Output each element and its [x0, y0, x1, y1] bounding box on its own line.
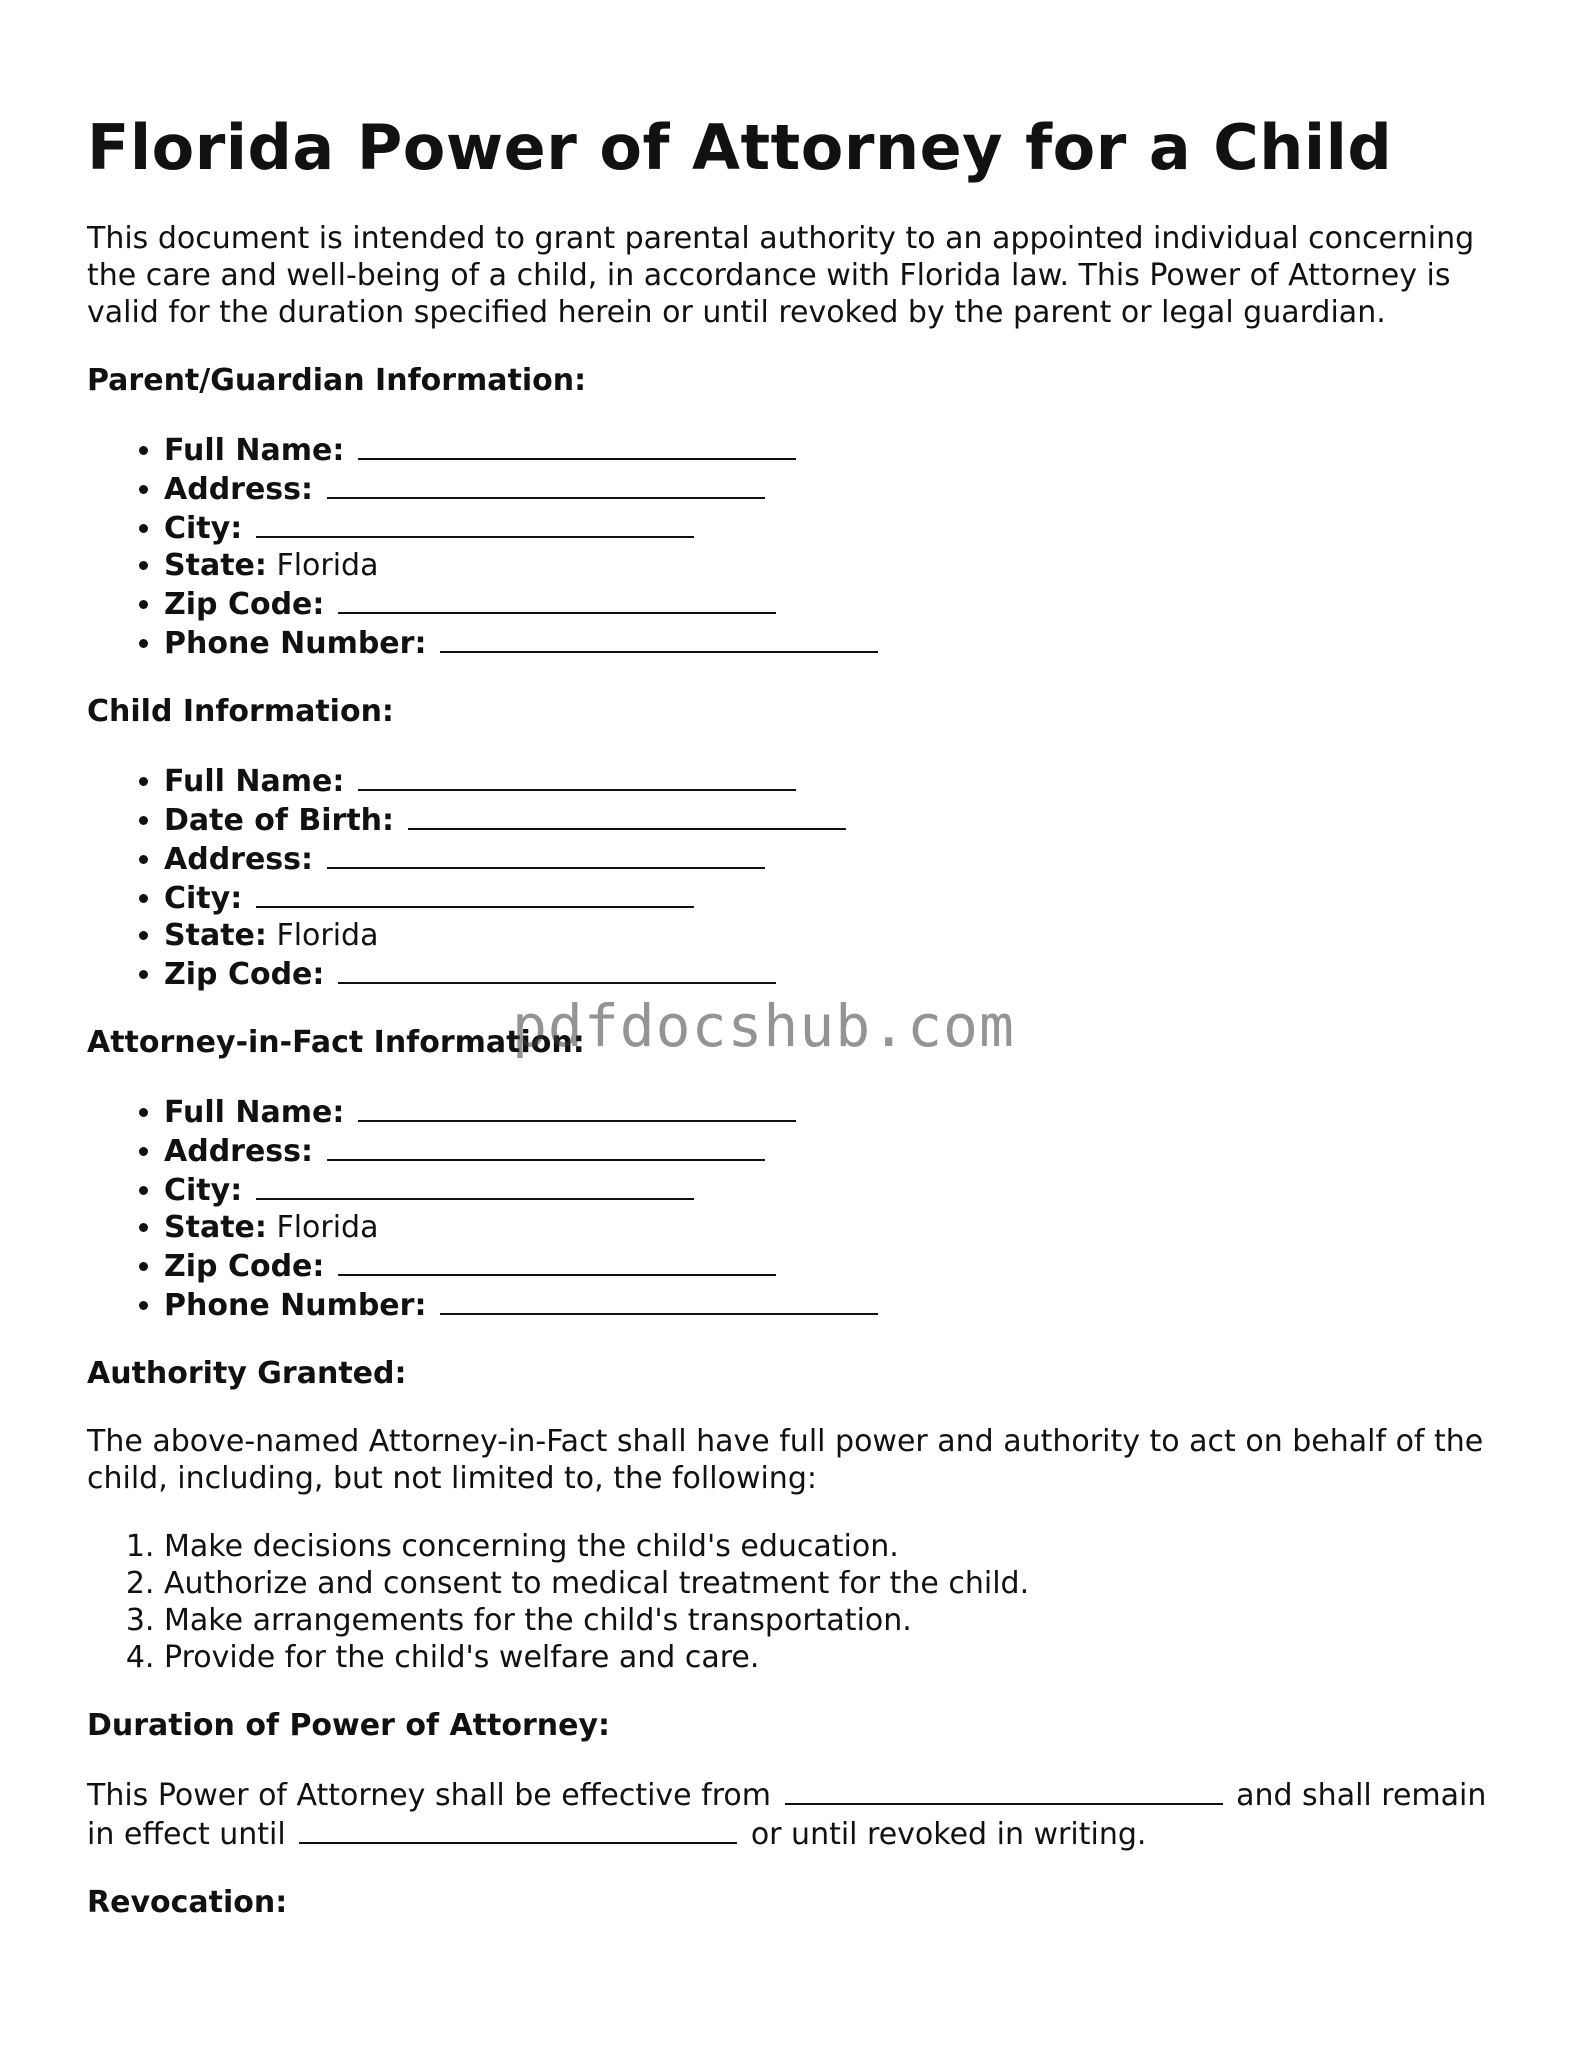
document-title: Florida Power of Attorney for a Child	[87, 111, 1393, 184]
duration-paragraph	[87, 1775, 1507, 1853]
attorney-zip-field	[164, 1246, 1507, 1285]
child-zip-field	[164, 954, 1507, 993]
child-city-field	[164, 878, 1507, 917]
parent-zip-field	[164, 584, 1507, 623]
parent-full-name-field	[164, 430, 1507, 469]
child-dob-field	[164, 800, 1507, 839]
watermark-text: pdfdocshub.com	[512, 992, 1015, 1060]
child-fields-list	[87, 761, 1507, 993]
field-label: Address:	[164, 842, 314, 877]
attorney-full-name-field	[164, 1092, 1507, 1131]
parent-zip-input[interactable]	[338, 584, 776, 614]
field-label: State:	[164, 548, 267, 583]
field-label: Phone Number:	[164, 1288, 427, 1323]
duration-text-start: This Power of Attorney shall be effective from	[87, 1778, 771, 1813]
field-label: Zip Code:	[164, 1249, 325, 1284]
effective-from-input[interactable]	[785, 1775, 1223, 1805]
field-label: City:	[164, 1173, 243, 1208]
child-city-input[interactable]	[256, 878, 694, 908]
attorney-section-heading: Attorney-in-Fact Information:	[87, 1025, 585, 1060]
revocation-section-heading: Revocation:	[87, 1885, 288, 1920]
child-section-heading: Child Information:	[87, 694, 394, 729]
parent-fields-list	[87, 430, 1507, 662]
duration-text-middle: and shall remain in effect until	[87, 1778, 1487, 1852]
authority-paragraph: The above-named Attorney-in-Fact shall have full power and authority to act on behalf of the child, including, but not limited to, the following:	[87, 1424, 1484, 1496]
field-label: Date of Birth:	[164, 803, 395, 838]
attorney-zip-input[interactable]	[338, 1246, 776, 1276]
field-label: State:	[164, 1210, 267, 1245]
field-label: Address:	[164, 1134, 314, 1169]
parent-phone-field	[164, 623, 1507, 662]
intro-paragraph: This document is intended to grant parental authority to an appointed individual concerning the care and well-being of a child, in accordance with Florida law. This Power of Attorney is valid for the duration specified herein or until revoked by the parent or legal guardian.	[87, 221, 1475, 330]
child-address-field	[164, 839, 1507, 878]
parent-phone-input[interactable]	[440, 623, 878, 653]
child-state-value: Florida	[276, 918, 379, 953]
attorney-full-name-input[interactable]	[358, 1092, 796, 1122]
duration-text-end: or until revoked in writing.	[750, 1817, 1147, 1852]
field-label: Address:	[164, 472, 314, 507]
parent-city-input[interactable]	[256, 508, 694, 538]
field-label: Full Name:	[164, 1095, 345, 1130]
attorney-fields-list	[87, 1092, 1507, 1324]
document-page	[87, 0, 1507, 1921]
authority-item: 3. Make arrangements for the child's transportation.	[164, 1602, 1507, 1639]
attorney-city-field	[164, 1170, 1507, 1209]
field-label: Full Name:	[164, 433, 345, 468]
field-label: Zip Code:	[164, 587, 325, 622]
field-label: Phone Number:	[164, 626, 427, 661]
field-label: Zip Code:	[164, 957, 325, 992]
attorney-state-field	[164, 1209, 1507, 1246]
attorney-address-field	[164, 1131, 1507, 1170]
parent-state-field	[164, 547, 1507, 584]
parent-section-heading: Parent/Guardian Information:	[87, 363, 587, 398]
field-label: City:	[164, 511, 243, 546]
authority-item: 4. Provide for the child's welfare and care.	[164, 1639, 1507, 1676]
authority-item: 1. Make decisions concerning the child's education.	[164, 1528, 1507, 1565]
attorney-address-input[interactable]	[327, 1131, 765, 1161]
field-label: State:	[164, 918, 267, 953]
field-label: Full Name:	[164, 764, 345, 799]
parent-city-field	[164, 508, 1507, 547]
duration-section-heading: Duration of Power of Attorney:	[87, 1708, 611, 1743]
attorney-phone-input[interactable]	[440, 1285, 878, 1315]
child-full-name-field	[164, 761, 1507, 800]
attorney-city-input[interactable]	[256, 1170, 694, 1200]
authority-item: 2. Authorize and consent to medical treatment for the child.	[164, 1565, 1507, 1602]
field-label: City:	[164, 881, 243, 916]
child-dob-input[interactable]	[408, 800, 846, 830]
effective-until-input[interactable]	[299, 1814, 737, 1844]
attorney-phone-field	[164, 1285, 1507, 1324]
child-address-input[interactable]	[327, 839, 765, 869]
child-state-field	[164, 917, 1507, 954]
parent-full-name-input[interactable]	[358, 430, 796, 460]
parent-state-value: Florida	[276, 548, 379, 583]
authority-list	[87, 1528, 1507, 1676]
parent-address-field	[164, 469, 1507, 508]
parent-address-input[interactable]	[327, 469, 765, 499]
child-zip-input[interactable]	[338, 954, 776, 984]
child-full-name-input[interactable]	[358, 761, 796, 791]
attorney-state-value: Florida	[276, 1210, 379, 1245]
authority-section-heading: Authority Granted:	[87, 1356, 407, 1391]
